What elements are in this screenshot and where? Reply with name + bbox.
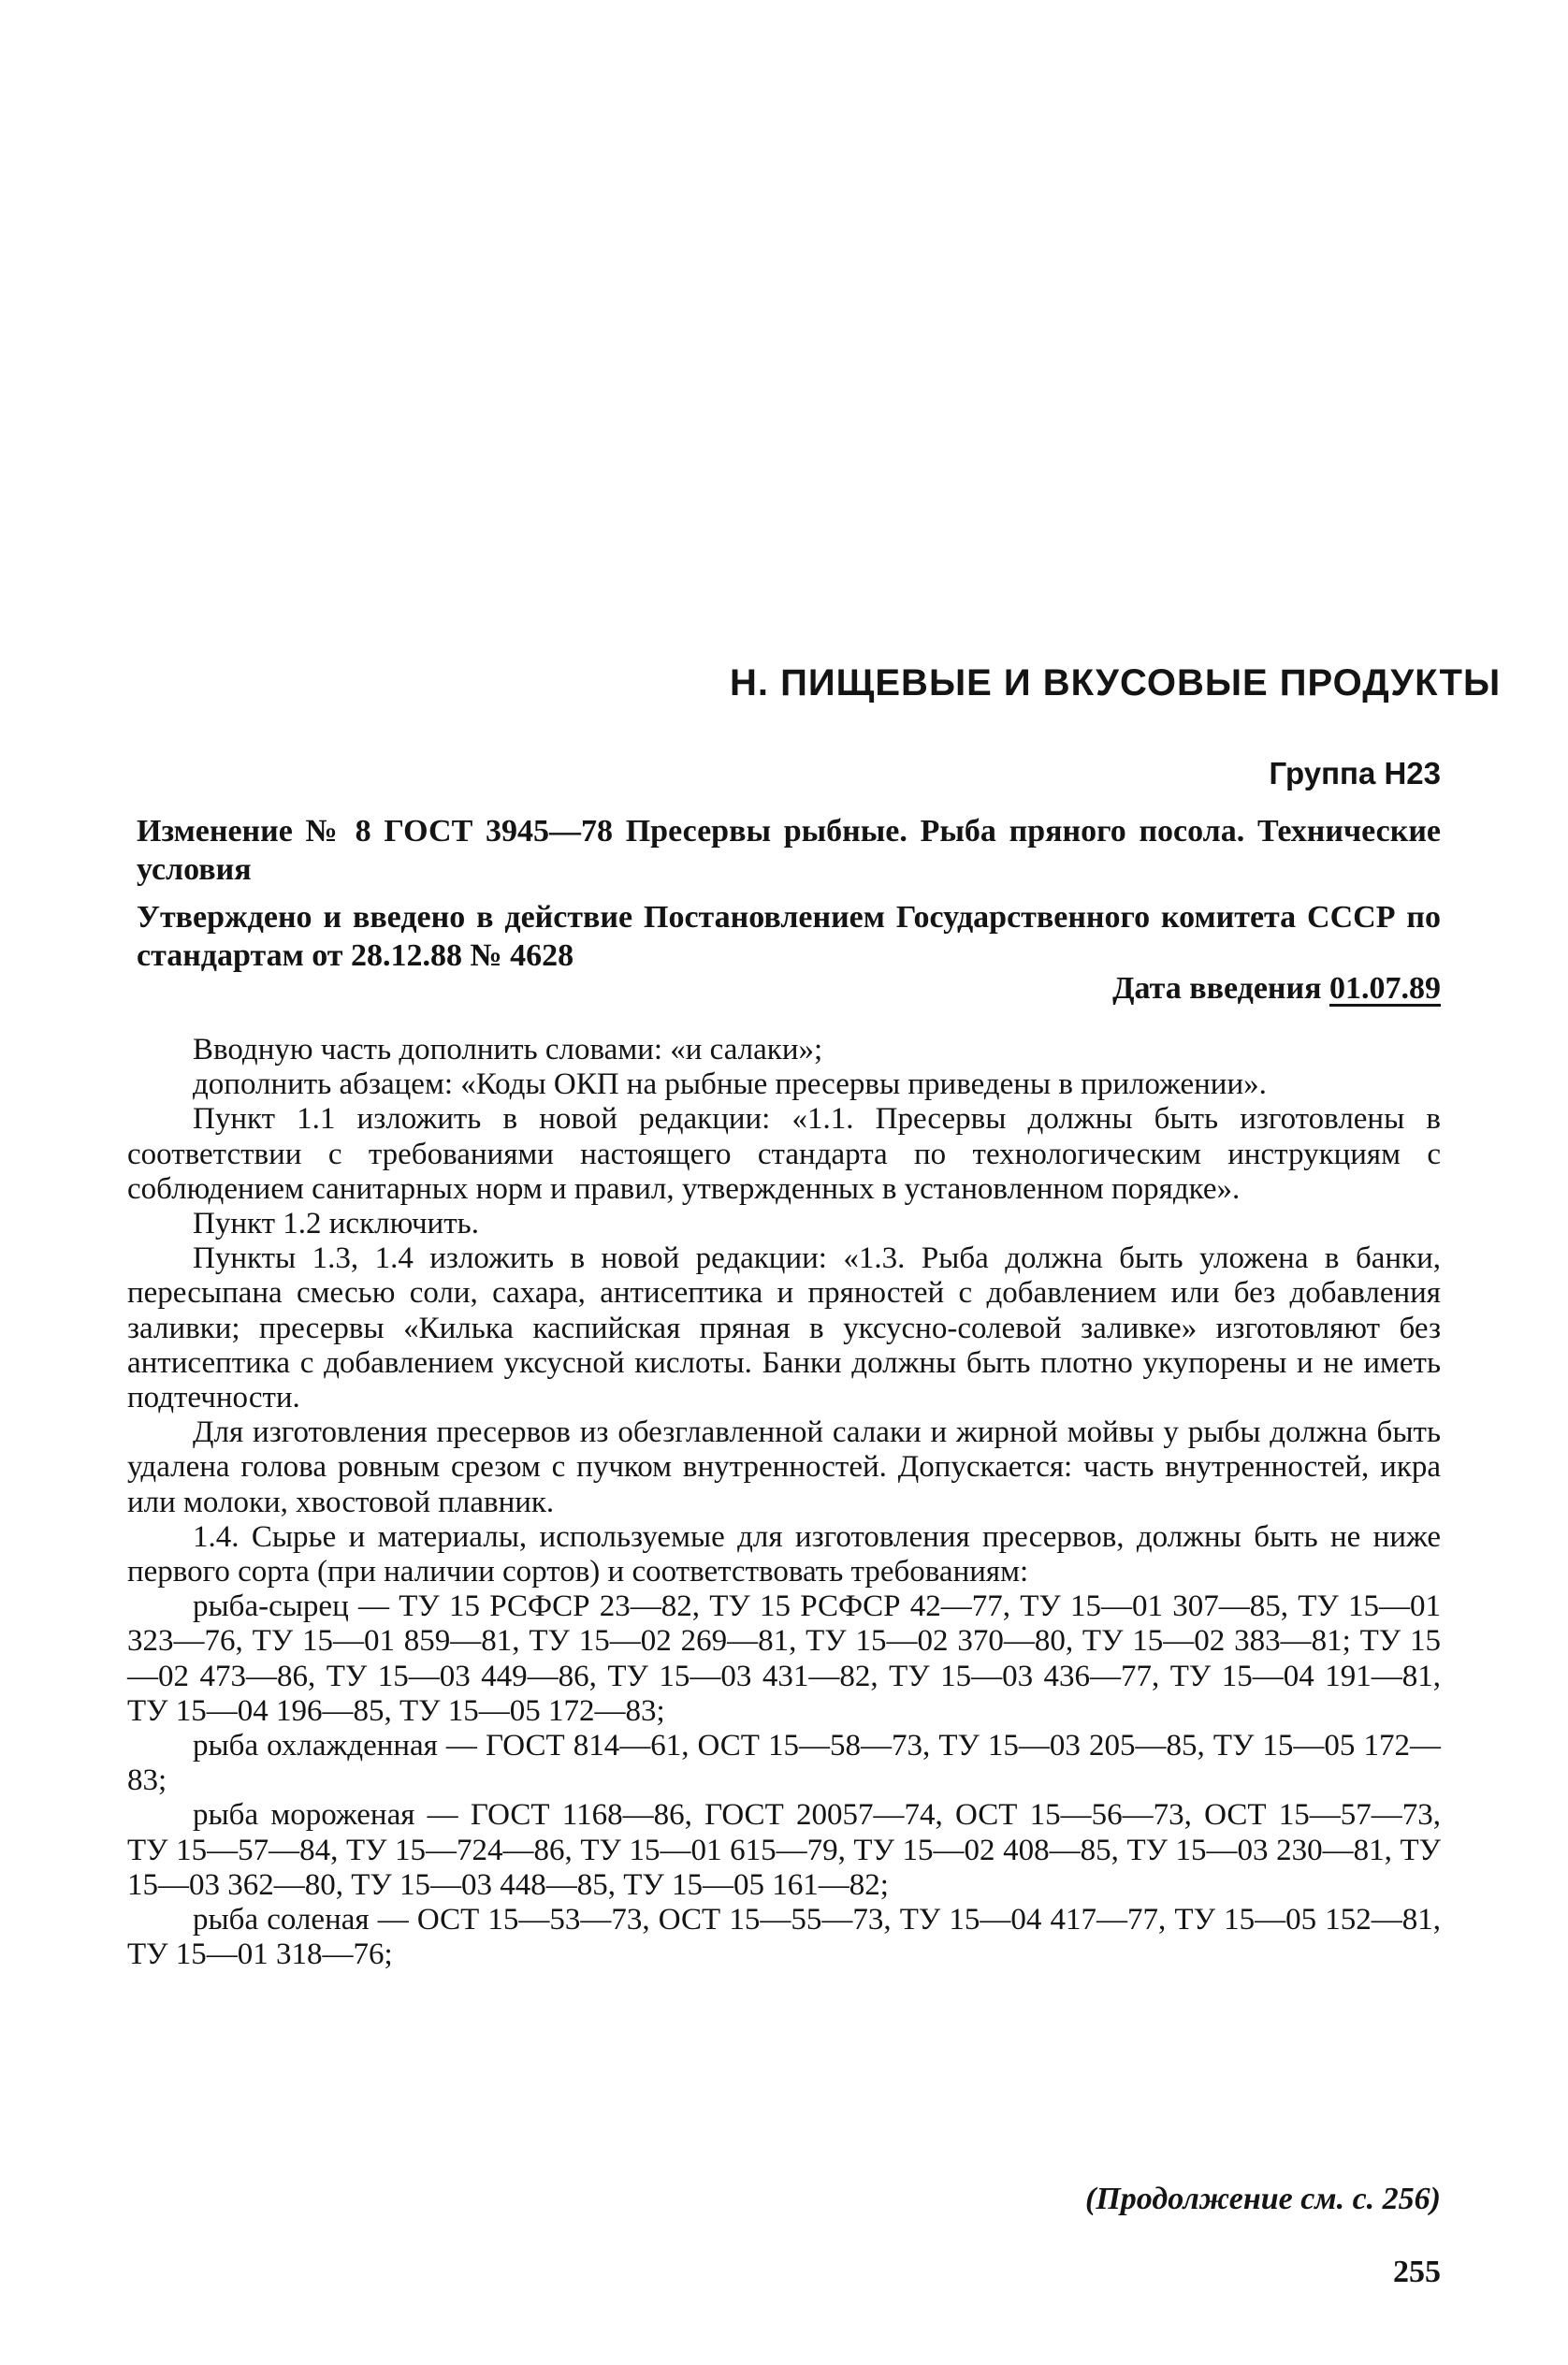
approval-statement: Утверждено и введено в действие Постановлением Государственного комитета СССР по стандартам от 28.12.88 № 4628 (137, 900, 1441, 973)
introduction-date-value: 01.07.89 (1329, 971, 1441, 1006)
paragraph: Вводную часть дополнить словами: «и салаки»; (193, 1033, 823, 1066)
paragraph: рыба охлажденная — ГОСТ 814—61, ОСТ 15—58—73, ТУ 15—03 205—85, ТУ 15—05 172—83; (127, 1729, 1441, 1798)
paragraph: дополнить абзацем: «Коды ОКП на рыбные пресервы приведены в приложении». (193, 1067, 1267, 1102)
group-code: Группа Н23 (1269, 756, 1441, 791)
paragraph: рыба мороженая — ГОСТ 1168—86, ГОСТ 20057—74, ОСТ 15—56—73, ОСТ 15—57—73, ТУ 15—57—84, ТУ 15—724—86, ТУ 15—01 615—79, ТУ 15—02 408—85, ТУ 15—03 230—81, ТУ 15—03 362—80, ТУ 15—03 448—85, ТУ 15—05 161—82; (127, 1798, 1441, 1902)
paragraph: рыба соленая — ОСТ 15—53—73, ОСТ 15—55—73, ТУ 15—04 417—77, ТУ 15—05 152—81, ТУ 15—01 318—76; (127, 1903, 1441, 1972)
paragraph: 1.4. Сырье и материалы, используемые для изготовления пресервов, должны быть не ниже первого сорта (при наличии сортов) и соответствовать требованиям: (127, 1519, 1441, 1589)
page-number: 255 (1393, 2255, 1441, 2289)
paragraph: рыба-сырец — ТУ 15 РСФСР 23—82, ТУ 15 РСФСР 42—77, ТУ 15—01 307—85, ТУ 15—01 323—76, ТУ 15—01 859—81, ТУ 15—02 269—81, ТУ 15—02 370—80, ТУ 15—02 383—81; ТУ 15—02 473—86, ТУ 15—03 449—86, ТУ 15—03 431—82, ТУ 15—03 436—77, ТУ 15—04 191—81, ТУ 15—04 196—85, ТУ 15—05 172—83; (127, 1589, 1441, 1728)
continuation-note: (Продолжение см. с. 256) (1085, 2182, 1441, 2216)
introduction-date (936, 971, 1441, 1007)
introduction-date-label: Дата введения (1112, 971, 1329, 1006)
paragraph: Пункты 1.3, 1.4 изложить в новой редакции: «1.3. Рыба должна быть уложена в банки, пересыпана смесью соли, сахара, антисептика и пряностей с добавлением или без добавления заливки; пресервы «Килька каспийская пряная в уксусно-солевой заливке» изготовляют без антисептика с добавлением уксусной кислоты. Банки должны быть плотно укупорены и не иметь подтечности. (127, 1241, 1441, 1415)
body-text (127, 1033, 1441, 1972)
paragraph: Пункт 1.1 изложить в новой редакции: «1.1. Пресервы должны быть изготовлены в соответствии с требованиями настоящего стандарта по технологическим инструкциям с соблюдением санитарных норм и правил, утвержденных в установленном порядке». (127, 1102, 1441, 1206)
paragraph: Для изготовления пресервов из обезглавленной салаки и жирной мойвы у рыбы должна быть удалена голова ровным срезом с пучком внутренностей. Допускается: часть внутренностей, икра или молоки, хвостовой плавник. (127, 1415, 1441, 1519)
section-title: Н. ПИЩЕВЫЕ И ВКУСОВЫЕ ПРОДУКТЫ (730, 662, 1502, 704)
paragraph: Пункт 1.2 исключить. (193, 1207, 479, 1241)
change-title: Изменение № 8 ГОСТ 3945—78 Пресервы рыбные. Рыба пряного посола. Технические условия (137, 814, 1441, 887)
